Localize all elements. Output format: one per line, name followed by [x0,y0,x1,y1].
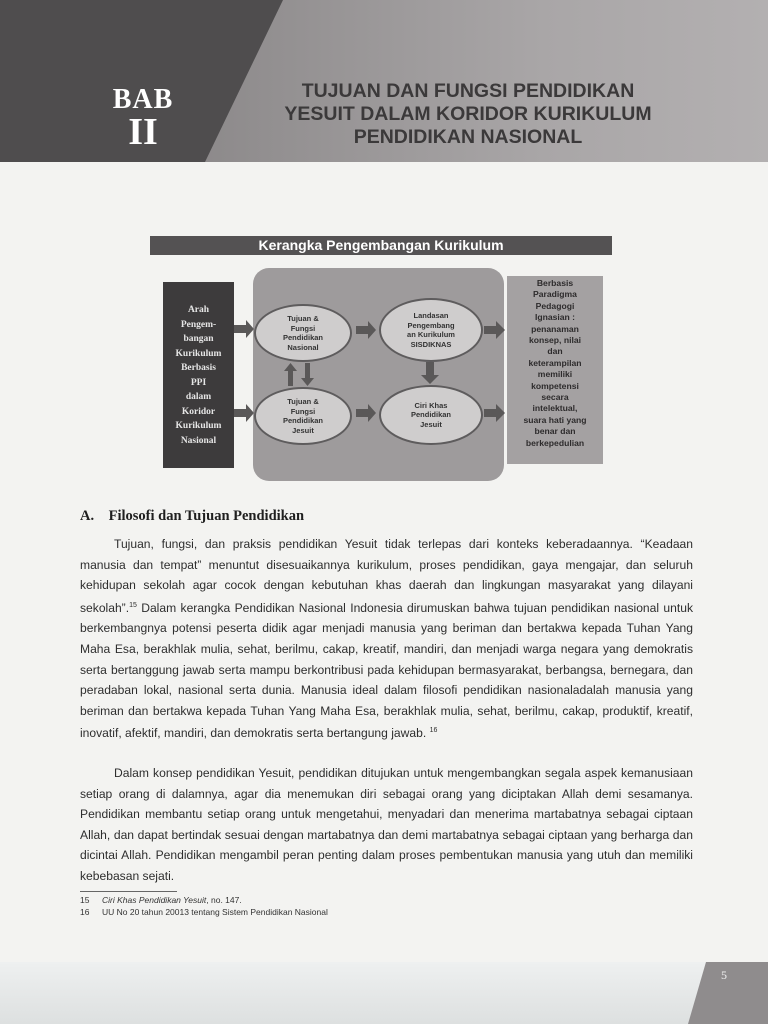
footnote-ref: 15 [129,601,137,609]
footnote-divider [80,891,177,892]
node-ciri-khas-jesuit [379,385,483,445]
node-line: SISDIKNAS [410,339,452,349]
page-footer [0,962,768,1024]
arrow-right-icon [484,404,505,422]
chapter-title-line: TUJUAN DAN FUNGSI PENDIDIKAN [301,80,635,102]
left-box-line: dalam [185,392,212,402]
chapter-label: BAB [112,84,174,115]
arrow-right-icon [234,404,254,422]
right-box-line: penanaman [531,323,579,334]
left-box-line: Koridor [181,406,216,417]
footnote-text: Ciri Khas Pendidikan Yesuit [102,895,207,905]
node-line: an Kurikulum [407,330,455,339]
footnote-number: 15 [80,895,90,905]
node-line: Fungsi [290,323,316,333]
footnote-suffix: , no. 147. [206,895,242,905]
left-box-line: Arah [187,305,210,315]
section-title: Filosofi dan Tujuan Pendidikan [108,508,305,524]
right-box-line: berkepedulian [525,437,585,448]
body-paragraph-1 [80,534,693,744]
right-box-line: dan [547,346,563,357]
node-line: Pendidikan [282,333,323,342]
arrow-down-icon [421,362,439,384]
left-box-line: bangan [183,334,214,344]
arrow-right-icon [356,404,376,422]
left-box-line: PPI [190,377,207,388]
diagram-title: Kerangka Pengembangan Kurikulum [150,236,612,255]
right-box-line: benar dan [534,426,576,437]
arrow-right-icon [356,321,376,339]
footnote-text: UU No 20 tahun 20013 tentang Sistem Pendidikan Nasional [102,907,328,917]
footnote-number: 16 [80,907,90,917]
right-box-line: suara hati yang [523,414,587,425]
chapter-title-line: YESUIT DALAM KORIDOR KURIKULUM [284,103,652,125]
arrow-right-icon [234,320,254,338]
right-box-line: keterampilan [528,357,582,368]
node-line: Pendidikan [282,416,323,425]
footnote [80,907,328,917]
node-line: Jesuit [292,425,314,435]
right-box-line: Paradigma [533,289,577,300]
node-landasan-sisdiknas [379,298,483,362]
right-box-line: intelektual, [532,403,578,414]
diagram-right-box [507,276,603,464]
right-box-line: Berbasis [536,278,574,288]
arrow-down-icon [301,363,314,386]
arrow-up-icon [284,363,297,386]
right-box-line: secara [541,392,569,403]
left-box-line: Pengem- [180,319,217,330]
node-line: Tujuan & [287,314,319,323]
node-tujuan-fungsi-jesuit [254,387,352,445]
right-box-line: Pedagogi [535,300,575,311]
node-line: Landasan [413,311,449,320]
page-number: 5 [721,968,727,982]
node-line: Tujuan & [287,397,319,406]
chapter-title-line: PENDIDIKAN NASIONAL [353,126,583,148]
left-box-line: Kurikulum [175,421,222,431]
right-box-line: Ignasian : [534,312,576,323]
right-box-line: kompetensi [531,380,579,391]
node-line: Pengembang [407,320,455,330]
left-box-line: Berbasis [181,363,216,373]
paragraph-text: Tujuan, fungsi, dan praksis pendidikan Yesuit tidak terlepas dari konteks keberadaannya. “Keadaan manusia dan tempat” menuntut disesuaikannya kurikulum, proses pendidikan, gaya mengajar, dan seluruh kehidupan sekolah agar cocok dengan kebutuhan khas daerah dan lingkungan masyarakat yang dilayani sekolah”. [80,537,693,615]
paragraph-text: Dalam kerangka Pendidikan Nasional Indonesia dirumuskan bahwa tujuan pendidikan nasional untuk berkembangnya potensi peserta didik agar menjadi manusia yang beriman dan bertakwa kepada Tuhan Yang Maha Esa, berakhlak mulia, sehat, berilmu, cakap, kreatif, mandiri, dan menjadi warga negara yang demokratis serta bertanggung jawab serta mampu berkontribusi pada kehidupan bermasyarakat, berbangsa, bernegara, dan peradaban lokal, nasional serta dunia. Manusia ideal dalam filosofi pendidikan nasionaladalah manusia yang beriman dan bertakwa kepada Tuhan Yang Maha Esa, berakhlak mulia, sehat, berilmu, cakap, produktif, kreatif, inovatif, afektif, mandiri, dan demokratis serta bertangung jawab. [80,600,693,741]
node-line: Fungsi [290,406,316,416]
right-box-line: memiliki [537,369,573,380]
chapter-number: II [128,111,158,153]
body-paragraph-2 [80,763,693,887]
node-tujuan-fungsi-nasional [254,304,352,362]
section-heading [80,508,304,525]
node-line: Pendidikan [410,410,451,420]
node-line: Jesuit [420,419,442,429]
node-line: Ciri Khas [414,400,448,410]
section-label: A. [80,508,95,524]
footnote [80,895,242,905]
arrow-right-icon [484,321,505,339]
left-box-line: Kurikulum [175,348,222,359]
paragraph-text: Dalam konsep pendidikan Yesuit, pendidikan ditujukan untuk mengembangkan segala aspek kemanusiaan setiap orang di dalamnya, agar dia menemukan diri sebagai orang yang diciptakan Allah demi sesamanya. Pendidikan membantu setiap orang untuk mengetahui, menyadari dan menerima martabatnya sebagai ciptaan Allah, dan dapat bertindak sesuai dengan martabatnya dan demi martabatnya sebagai ciptaan yang berharga dan dicintai Allah. Pendidikan mengambil peran penting dalam proses pembentukan manusia yang utuh dan memiliki kebebasan sejati. [80,766,693,883]
right-box-line: konsep, nilai [528,335,582,346]
left-box-line: Nasional [180,435,217,446]
footnote-ref: 16 [429,727,438,735]
node-line: Nasional [287,342,319,352]
